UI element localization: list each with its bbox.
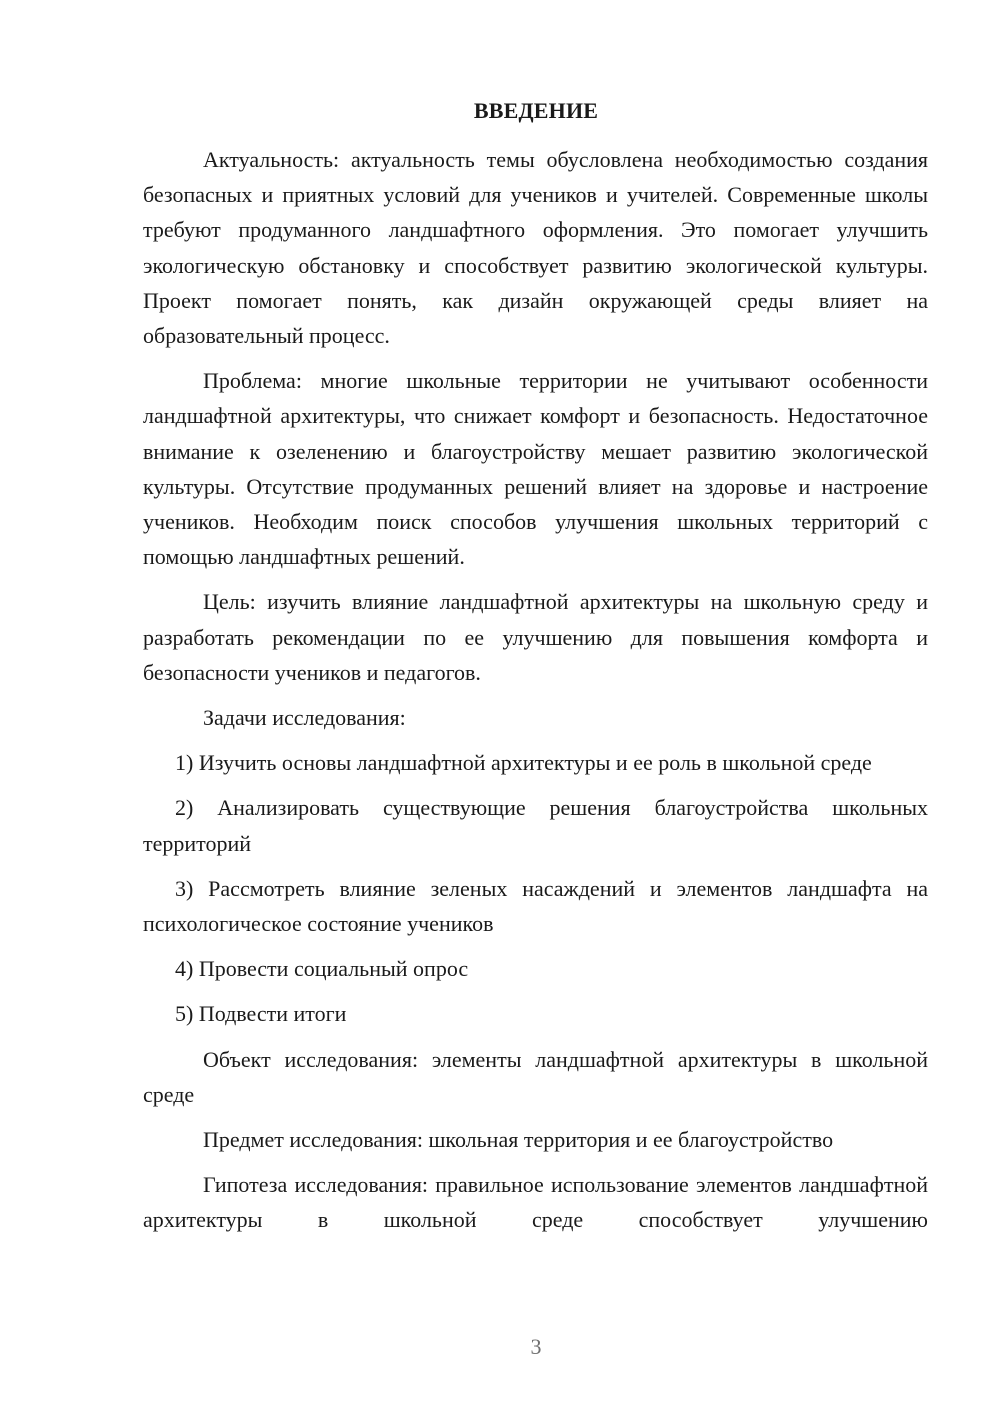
task-item-2: 2) Анализировать существующие решения благоустройства школьных территорий xyxy=(143,795,928,856)
page-number: 3 xyxy=(530,1334,542,1359)
subject-paragraph: Предмет исследования: школьная территория и ее благоустройство xyxy=(203,1127,834,1153)
task-item-1: 1) Изучить основы ландшафтной архитектуры и ее роль в школьной среде xyxy=(175,750,872,776)
task-item-4: 4) Провести социальный опрос xyxy=(175,956,469,982)
problem-paragraph: Проблема: многие школьные территории не учитывают особенности ландшафтной архитектуры, что снижает комфорт и безопасность. Недостаточное внимание к озеленению и благоустройству мешает развитию экологической культуры. Отсутствие продуманных решений влияет на здоровье и настроение учеников. Необходим поиск способов улучшения школьных территорий с помощью ландшафтных решений. xyxy=(143,368,928,570)
task-item-5: 5) Подвести итоги xyxy=(175,1001,347,1027)
relevance-paragraph: Актуальность: актуальность темы обусловлена необходимостью создания безопасных и приятных условий для учеников и учителей. Современные школы требуют продуманного ландшафтного оформления. Это помогает улучшить экологическую обстановку и способствует развитию экологической культуры. Проект помогает понять, как дизайн окружающей среды влияет на образовательный процесс. xyxy=(143,147,928,349)
hypothesis-paragraph: Гипотеза исследования: правильное использование элементов ландшафтной архитектуры в школьной среде способствует улучшению xyxy=(143,1172,928,1233)
object-paragraph: Объект исследования: элементы ландшафтной архитектуры в школьной среде xyxy=(143,1046,928,1107)
document-body xyxy=(143,142,928,1238)
section-heading: ВВЕДЕНИЕ xyxy=(473,98,599,123)
tasks-title: Задачи исследования: xyxy=(203,705,406,731)
goal-paragraph: Цель: изучить влияние ландшафтной архитектуры на школьную среду и разработать рекомендации по ее улучшению для повышения комфорта и безопасности учеников и педагогов. xyxy=(143,589,928,685)
task-item-3: 3) Рассмотреть влияние зеленых насаждений и элементов ландшафта на психологическое состояние учеников xyxy=(143,875,928,937)
